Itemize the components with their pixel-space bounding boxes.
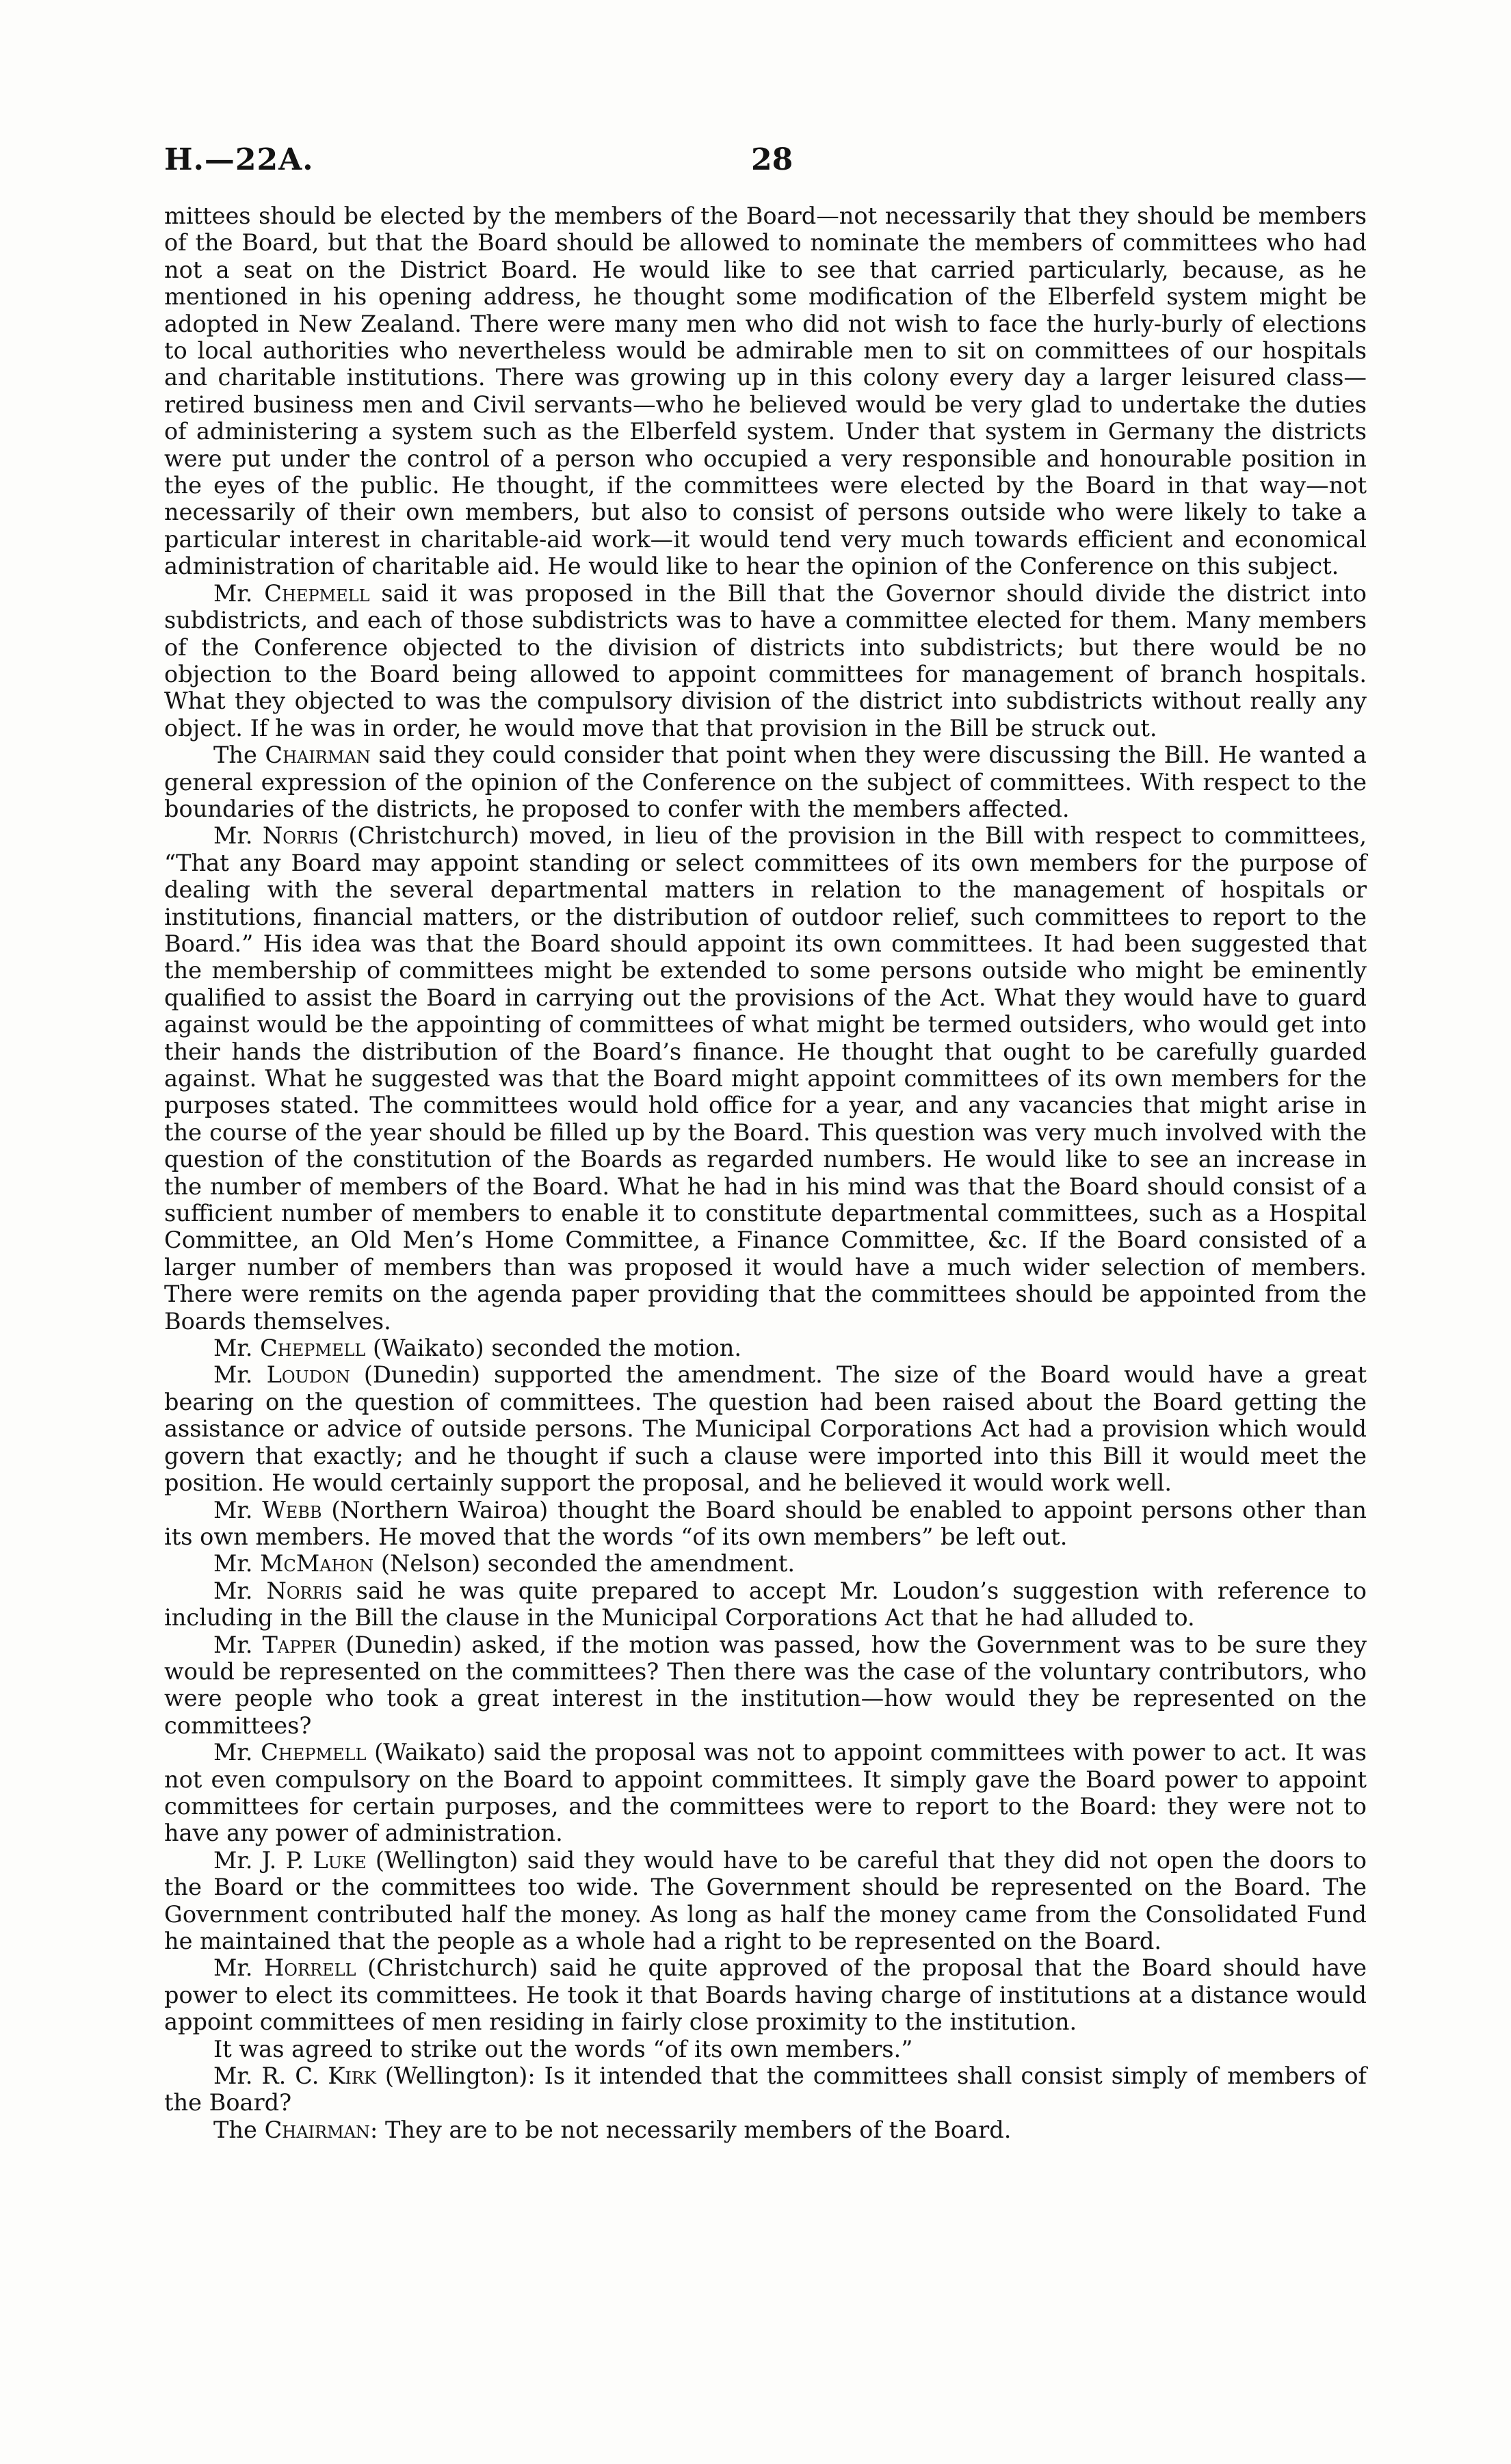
speaker-name: Chepmell	[264, 579, 370, 607]
speaker-name: Loudon	[266, 1361, 350, 1389]
speaker-name: Kirk	[328, 2062, 376, 2090]
paragraph: The Chairman: They are to be not necessarily members of the Board.	[213, 2116, 1012, 2143]
speaker-name: Chepmell	[261, 1739, 367, 1766]
page-number: 28	[751, 142, 793, 177]
proceedings-text	[164, 202, 1367, 2143]
paragraph: Mr. Chepmell said it was proposed in the Bill that the Governor should divide the district into subdistricts, and each of those subdistricts was to have a committee elected for them. Many members of the Conference objected to the division of districts into subdistricts; but there would be no objection to the Board being allowed to appoint committees for management of branch hospitals. What they objected to was the compulsory division of the district into subdistricts without really any object. If he was in order, he would move that that provision in the Bill be struck out.	[164, 579, 1367, 742]
paragraph: Mr. Tapper (Dunedin) asked, if the motion was passed, how the Government was to be sure they would be represented on the committees? Then there was the case of the voluntary contributors, who were people who took a great interest in the institution—how would they be represented on the committees?	[164, 1631, 1367, 1739]
speaker-name: Luke	[313, 1846, 367, 1874]
speaker-name: Horrell	[264, 1954, 356, 1982]
speaker-name: McMahon	[260, 1550, 374, 1577]
paragraph: Mr. Chepmell (Waikato) said the proposal was not to appoint committees with power to act. It was not even compulsory on the Board to appoint committees. It simply gave the Board power to appoint committees for certain purposes, and the committees were to report to the Board: they were not to have any power of administration.	[164, 1739, 1367, 1847]
paragraph: The Chairman said they could consider that point when they were discussing the Bill. He wanted a general expression of the opinion of the Conference on the subject of committees. With respect to the boundaries of the districts, he proposed to confer with the members affected.	[164, 742, 1367, 822]
paragraph: Mr. Norris (Christchurch) moved, in lieu of the provision in the Bill with respect to committees, “That any Board may appoint standing or select committees of its own members for the purpose of dealing with the several departmental matters in relation to the management of hospitals or institutions, financial matters, or the distribution of outdoor relief, such committees to report to the Board.” His idea was that the Board should appoint its own committees. It had been suggested that the membership of committees might be extended to some persons outside who might be eminently qualified to assist the Board in carrying out the provisions of the Act. What they would have to guard against would be the appointing of committees of what might be termed outsiders, who would get into their hands the distribution of the Board’s finance. He thought that ought to be carefully guarded against. What he suggested was that the Board might appoint committees of its own members for the purposes stated. The committees would hold office for a year, and any vacancies that might arise in the course of the year should be filled up by the Board. This question was very much involved with the question of the constitution of the Boards as regarded numbers. He would like to see an increase in the number of members of the Board. What he had in his mind was that the Board should consist of a sufficient number of members to enable it to constitute departmental committees, such as a Hospital Committee, an Old Men’s Home Committee, a Finance Committee, &c. If the Board consisted of a larger number of members than was proposed it would have a much wider selection of members. There were remits on the agenda paper providing that the committees should be appointed from the Boards themselves.	[164, 822, 1367, 1335]
paragraph: Mr. J. P. Luke (Wellington) said they would have to be careful that they did not open the doors to the Board or the committees too wide. The Government should be represented on the Board. The Government contributed half the money. As long as half the money came from the Consolidated Fund he maintained that the people as a whole had a right to be represented on the Board.	[164, 1846, 1367, 1954]
paragraph: It was agreed to strike out the words “of its own members.”	[213, 2035, 913, 2062]
paragraph: Mr. Horrell (Christchurch) said he quite approved of the proposal that the Board should have power to elect its committees. He took it that Boards having charge of institutions at a distance would appoint committees of men residing in fairly close proximity to the institution.	[164, 1954, 1367, 2036]
speaker-name: Norris	[266, 1577, 343, 1604]
speaker-name: Chairman	[264, 2116, 370, 2143]
document-reference: H.—22A.	[164, 142, 314, 177]
speaker-name: Chepmell	[260, 1335, 366, 1362]
paragraph: Mr. Norris said he was quite prepared to accept Mr. Loudon’s suggestion with reference to including in the Bill the clause in the Municipal Corporations Act that he had alluded to.	[164, 1577, 1367, 1631]
speaker-name: Webb	[262, 1496, 322, 1523]
speaker-name: Norris	[262, 822, 339, 850]
paragraph: Mr. McMahon (Nelson) seconded the amendment.	[213, 1550, 796, 1577]
paragraph: Mr. Webb (Northern Wairoa) thought the Board should be enabled to appoint persons other than its own members. He moved that the words “of its own members” be left out.	[164, 1496, 1367, 1550]
paragraph: Mr. Loudon (Dunedin) supported the amendment. The size of the Board would have a great bearing on the question of committees. The question had been raised about the Board getting the assistance or advice of outside persons. The Municipal Corporations Act had a provision which would govern that exactly; and he thought if such a clause were imported into this Bill it would meet the position. He would certainly support the proposal, and he believed it would work well.	[164, 1361, 1367, 1497]
speaker-name: Tapper	[262, 1631, 337, 1658]
paragraph: Mr. R. C. Kirk (Wellington): Is it intended that the committees shall consist simply of members of the Board?	[164, 2062, 1367, 2116]
paragraph: Mr. Chepmell (Waikato) seconded the motion.	[213, 1335, 742, 1362]
paragraph: mittees should be elected by the members of the Board—not necessarily that they should be members of the Board, but that the Board should be allowed to nominate the members of committees who had not a seat on the District Board. He would like to see that carried particularly, because, as he mentioned in his opening address, he thought some modification of the Elberfeld system might be adopted in New Zealand. There were many men who did not wish to face the hurly-burly of elections to local authorities who nevertheless would be admirable men to sit on committees of our hospitals and charitable institutions. There was growing up in this colony every day a larger leisured class—retired business men and Civil servants—who he believed would be very glad to undertake the duties of administering a system such as the Elberfeld system. Under that system in Germany the districts were put under the control of a person who occupied a very responsible and honourable position in the eyes of the public. He thought, if the committees were elected by the Board in that way—not necessarily of their own members, but also to consist of persons outside who were likely to take a particular interest in charitable-aid work—it would tend very much towards efficient and economical administration of charitable aid. He would like to hear the opinion of the Conference on this subject.	[164, 202, 1367, 580]
speaker-name: Chairman	[265, 742, 371, 769]
